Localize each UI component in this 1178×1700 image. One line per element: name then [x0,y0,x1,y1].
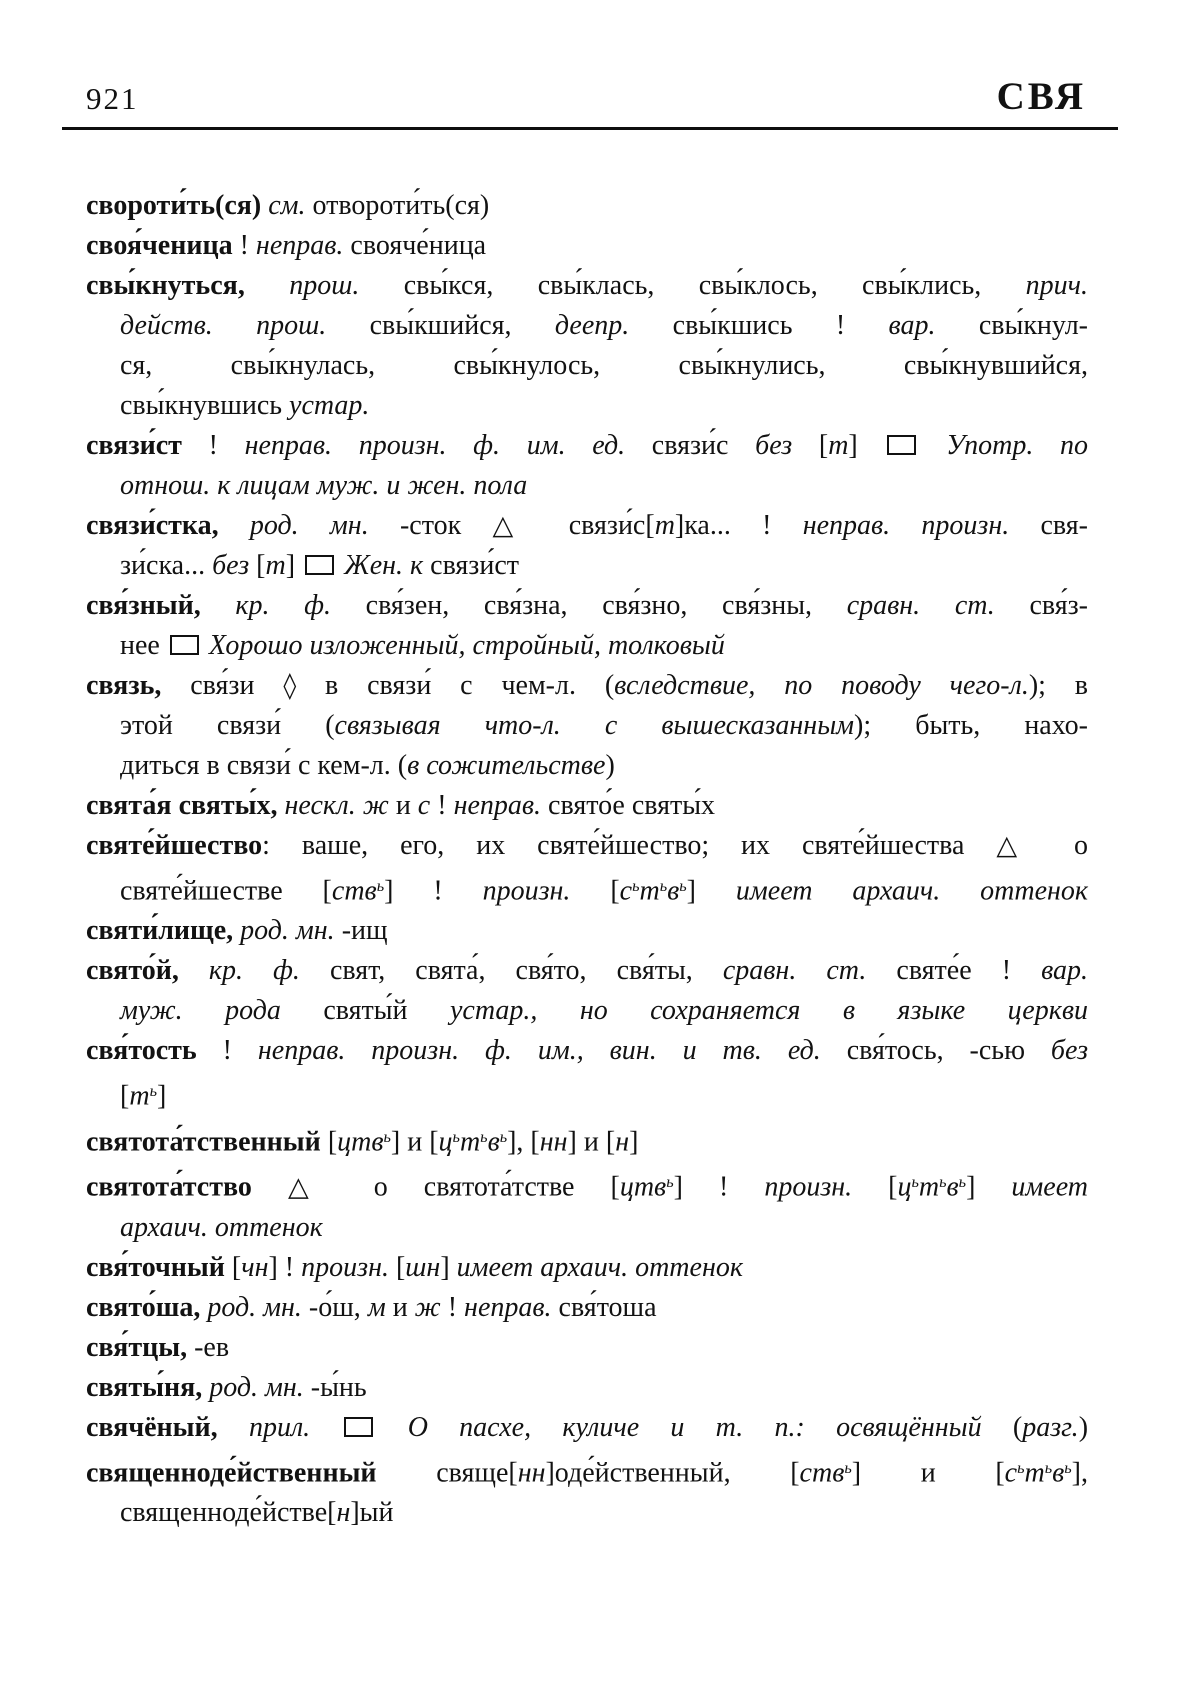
italic-label: сравн. ст. [722,955,867,987]
entry-line [86,386,1088,426]
italic-label: имеет архаич. оттенок [456,1251,743,1283]
entry-line [86,991,1088,1031]
italic-label: с [417,790,431,821]
dictionary-entry [86,506,1088,586]
italic-label: действ. прош. [120,310,327,341]
headword-text: святота́тственный [86,1126,321,1158]
plain-text: свояче́ница [343,230,487,261]
dictionary-entry [86,586,1088,666]
italic-label: с [1004,1457,1018,1489]
headword-text: свято́ша, [86,1291,201,1323]
headword-text: свято́й, [86,955,179,987]
italic-label: неправ. произн. [802,510,1010,541]
italic-label: н [615,1126,630,1158]
italic-label: см. [268,190,306,221]
superscript-soft-sign: ь [452,1127,460,1146]
plain-text: ! [181,430,245,461]
headword-text: свя́тость [86,1035,197,1067]
plain-text: святе́е ! [866,955,1042,987]
plain-text: свя́з- [994,590,1088,621]
plain-text: ] [966,1171,1012,1203]
dictionary-entry [86,1448,1088,1533]
plain-text [337,550,344,581]
italic-label: т [639,875,660,907]
plain-text: свя́зи [161,670,284,701]
superscript-soft-sign: ь [666,1173,674,1192]
italic-label: м [367,1291,386,1323]
plain-text [179,955,209,986]
superscript-soft-sign: ь [679,877,687,895]
italic-label: деепр. [554,310,630,341]
plain-text: святы́й [280,995,450,1027]
headword-text: связи́стка, [86,510,219,541]
entry-line [86,586,1088,626]
italic-label: устар. [289,390,370,421]
italic-label: Хорошо изложенный, стройный, толковый [208,630,725,661]
plain-text: [ [792,430,829,461]
italic-label: род. мн. [207,1291,302,1323]
headword-text: свячёный, [86,1411,218,1443]
superscript-soft-sign: ь [376,877,385,895]
italic-label: без [1050,1035,1088,1067]
italic-label: т [1024,1457,1045,1489]
plain-text: ] и [ [851,1457,1005,1489]
italic-label: в [1052,1457,1065,1489]
plain-text: ]оде́йственный, [ [545,1457,800,1489]
entry-line [86,1408,1088,1448]
plain-text: и [388,790,418,821]
plain-text: ]ый [350,1497,394,1529]
plain-text: [ [852,1171,898,1203]
page-header [86,74,1086,119]
plain-text: о святота́тстве [ [337,1171,620,1203]
entry-line [86,1448,1088,1493]
dictionary-entry [86,1117,1088,1162]
italic-label: неправ. произн. ф. им. ед. [244,430,626,461]
dictionary-entry [86,186,1088,226]
plain-text: ] [848,430,885,461]
plain-text: свя́тоша [551,1291,657,1323]
italic-label: неправ. произн. ф. им., вин. и тв. ед. [257,1035,821,1067]
entry-line [86,426,1088,466]
entry-line [86,746,1088,786]
italic-label: устар., но сохраняется в языке церкви [449,995,1088,1027]
headword-text: святота́тство [86,1171,252,1203]
headword-text: свы́кнуться, [86,270,245,301]
italic-label: прил. [248,1411,311,1443]
italic-label: Жен. к [344,550,424,581]
superscript-soft-sign: ь [149,1082,157,1101]
dictionary-entry [86,266,1088,426]
headword-text: святе́йшество [86,830,263,861]
italic-label: Употр. по [946,430,1089,461]
plain-text: ], [1071,1457,1088,1489]
superscript-soft-sign: ь [659,877,668,895]
entry-line [86,626,1088,666]
plain-text: -о́ш, [301,1291,368,1323]
headword-text: свя́зный, [86,590,201,621]
italic-label: род. мн. [240,915,335,947]
italic-label: т [265,550,286,581]
plain-text [919,430,946,461]
entry-line [86,1493,1088,1533]
plain-text: -ы́нь [303,1371,367,1403]
headword-text: свя́точный [86,1251,225,1283]
entry-line [86,866,1088,911]
triangle-symbol: △ [996,830,1043,861]
plain-text [219,510,250,541]
entry-line [86,1328,1088,1368]
plain-text: ся, свы́кнулась, свы́кнулось, свы́кнулись, свы́кнувшийся, [120,350,1088,381]
plain-text: ] и [ [567,1126,616,1158]
plain-text: свя́зен, свя́зна, свя́зно, свя́зны, [331,590,847,621]
plain-text [376,1412,407,1443]
plain-text: -ищ [334,915,388,947]
plain-text: ! [440,1291,465,1323]
entry-line [86,306,1088,346]
plain-text: [ [388,1251,406,1283]
plain-text: свято́е святы́х [541,790,716,821]
plain-text: ); быть, нахо- [854,710,1088,741]
plain-text [202,630,209,661]
square-symbol [344,1417,373,1437]
plain-text [201,590,236,621]
italic-label: т [828,430,849,461]
entry-line [86,826,1088,866]
italic-label: произн. [301,1251,389,1283]
italic-label: в [946,1171,959,1203]
plain-text: свы́кся, свы́клась, свы́клось, свы́клись, [359,270,1026,301]
italic-label: неправ. [464,1291,552,1323]
italic-label: ж [414,1291,441,1323]
triangle-symbol: △ [287,1171,338,1203]
headword-text: своя́ченица [86,230,233,261]
dictionary-entry [86,426,1088,506]
square-symbol [170,635,199,655]
plain-text: ! [232,230,256,261]
entry-line [86,1248,1088,1288]
plain-text: свя- [1009,510,1088,541]
italic-label: цтв [619,1171,667,1203]
plain-text: [ [120,1080,130,1112]
italic-label: разг. [1022,1411,1079,1443]
italic-label: т [918,1171,940,1203]
plain-text: этой связи́ ( [120,710,335,741]
italic-label: род. мн. [249,510,369,541]
plain-text: диться в связи́ с кем-л. ( [120,750,408,781]
entry-line [86,786,1088,826]
italic-label: род. мн. [209,1371,304,1403]
header-rule [62,127,1118,130]
plain-text [218,1412,249,1443]
headword-text: связь, [86,670,162,701]
plain-text: и [385,1291,415,1323]
italic-label: цтв [337,1126,384,1158]
plain-text: ] ! [268,1251,302,1283]
plain-text: ] ! [673,1171,765,1203]
plain-text: зи́ска... [120,550,213,581]
entry-line [86,911,1088,951]
italic-label: ств [799,1457,845,1489]
plain-text: свят, свята́, свя́то, свя́ты, [299,955,723,987]
plain-text: ] [686,875,736,907]
square-symbol [887,435,916,455]
entry-line [86,951,1088,991]
dictionary-entry [86,666,1088,786]
italic-label: шн [405,1251,441,1283]
entry-line [86,1031,1088,1071]
plain-text: : ваше, его, их святе́йшество; их святе́йшества [262,830,997,861]
entry-line [86,346,1088,386]
plain-text: ! [196,1035,258,1067]
italic-label: без [755,430,793,461]
plain-text: отвороти́ть(ся) [305,190,490,221]
headword-text: святы́ня, [86,1371,203,1403]
plain-text [245,270,289,301]
plain-text: священноде́йстве[ [120,1497,337,1529]
plain-text: святе́йшестве [ [120,875,332,907]
superscript-soft-sign: ь [499,1127,508,1146]
superscript-soft-sign: ь [844,1458,852,1477]
square-symbol [305,555,334,575]
italic-label: кр. ф. [235,590,331,621]
italic-label: т [459,1126,481,1158]
entry-line [86,186,1088,226]
dictionary-entry [86,1031,1088,1116]
italic-label: архаич. оттенок [120,1211,323,1243]
italic-label: произн. [482,875,571,907]
plain-text: -сток [368,510,493,541]
superscript-soft-sign: ь [480,1127,488,1146]
italic-label: имеет [1011,1171,1088,1203]
entries-container [86,186,1088,1533]
superscript-soft-sign: ь [1044,1458,1053,1477]
italic-label: произн. [764,1171,853,1203]
headword-text: свята́я святы́х, [86,790,278,821]
dictionary-entry [86,1248,1088,1288]
plain-text: свя́тось, -сью [820,1035,1051,1067]
dictionary-entry [86,911,1088,951]
italic-label: в [667,875,680,907]
plain-text [278,790,285,821]
entry-line [86,1071,1088,1116]
superscript-soft-sign: ь [1064,1458,1072,1477]
dictionary-entry [86,1368,1088,1408]
dictionary-entry [86,786,1088,826]
entry-line [86,506,1088,546]
plain-text: нее [120,630,167,661]
entry-line [86,546,1088,586]
plain-text: ]ка... ! [674,510,803,541]
plain-text: [ [570,875,620,907]
plain-text: ! [430,790,454,821]
headword-text: священноде́йственный [86,1457,377,1489]
entry-line [86,1117,1088,1162]
dictionary-entry [86,226,1088,266]
italic-label: вар. [1041,955,1089,987]
plain-text [252,1172,288,1203]
dictionary-entry [86,1288,1088,1328]
italic-label: ц [897,1171,912,1203]
entry-line [86,266,1088,306]
italic-label: вар. [888,310,936,341]
superscript-soft-sign: ь [939,1173,947,1192]
plain-text: [ [224,1251,242,1283]
superscript-soft-sign: ь [911,1173,919,1192]
italic-label: кр. ф. [208,955,300,987]
plain-text: свы́кнувшись [120,390,290,421]
triangle-symbol: △ [492,510,538,541]
entry-line [86,1288,1088,1328]
italic-label: нескл. ж [284,790,389,821]
italic-label: в сожительстве [407,750,606,781]
dictionary-entry [86,1408,1088,1448]
italic-label: с [619,875,633,907]
italic-label: н [336,1497,351,1529]
plain-text: связи́с [625,430,756,461]
plain-text: о [1042,830,1088,861]
dictionary-entry [86,951,1088,1031]
italic-label: нн [539,1126,568,1158]
entry-line [86,706,1088,746]
section-heading: СВЯ [996,75,1086,118]
plain-text: [ [249,550,266,581]
italic-label: О пасхе, куличе и т. п.: освящённый [407,1411,982,1443]
italic-label: муж. рода [120,995,281,1027]
plain-text: ( [981,1411,1023,1443]
entry-line [86,466,1088,506]
italic-label: в [487,1126,500,1158]
entry-line [86,1368,1088,1408]
italic-label: вследствие, по поводу чего-л. [614,670,1029,701]
italic-label: сравн. ст. [846,590,995,621]
lozenge-symbol: ◊ [283,671,297,701]
italic-label: нн [517,1457,546,1489]
italic-label: т [654,510,675,541]
plain-text: свы́кнул- [935,310,1088,341]
plain-text: связи́с[ [537,510,655,541]
plain-text: ] [285,550,303,581]
italic-label: отнош. к лицам муж. и жен. пола [120,470,528,501]
italic-label: прич. [1025,270,1088,301]
entry-line [86,1208,1088,1248]
italic-label: связывая что-л. с вышесказанным [334,710,855,741]
superscript-soft-sign: ь [1017,1458,1025,1477]
italic-label: неправ. [453,790,542,821]
entry-line [86,226,1088,266]
entry-line [86,666,1088,706]
headword-text: святи́лище, [86,915,234,947]
dictionary-entry [86,1328,1088,1368]
headword-text: свороти́ть(ся) [86,190,269,221]
plain-text: в связи́ с чем-л. ( [296,670,615,701]
italic-label: имеет архаич. оттенок [735,875,1089,907]
plain-text: ) [605,750,615,781]
plain-text: ], [ [507,1126,540,1158]
plain-text: связи́ст [423,550,520,581]
plain-text: свы́кшийся, [326,310,555,341]
italic-label: ств [331,875,377,907]
plain-text: -ев [187,1331,230,1363]
superscript-soft-sign: ь [383,1127,391,1146]
entry-line [86,1162,1088,1207]
italic-label: неправ. [255,230,344,261]
italic-label: ц [438,1126,453,1158]
plain-text: ] [156,1080,167,1112]
dictionary-entry [86,826,1088,911]
plain-text: ] и [ [390,1126,439,1158]
headword-text: свя́тцы, [86,1331,188,1363]
plain-text: ] [629,1126,639,1158]
plain-text [310,1412,341,1443]
superscript-soft-sign: ь [632,877,640,895]
plain-text: свяще[ [376,1457,518,1489]
italic-label: без [212,550,250,581]
plain-text: свы́кшись ! [629,310,889,341]
plain-text: ) [1078,1411,1089,1443]
plain-text: [ [320,1126,338,1158]
superscript-soft-sign: ь [958,1173,967,1192]
plain-text: ); в [1028,670,1089,701]
page-number: 921 [86,81,139,116]
italic-label: т [129,1080,150,1112]
italic-label: прош. [289,270,360,301]
italic-label: чн [241,1251,269,1283]
headword-text: связи́ст [86,430,182,461]
plain-text: ] ! [384,875,483,907]
dictionary-entry [86,1162,1088,1247]
plain-text: ] [440,1251,457,1283]
